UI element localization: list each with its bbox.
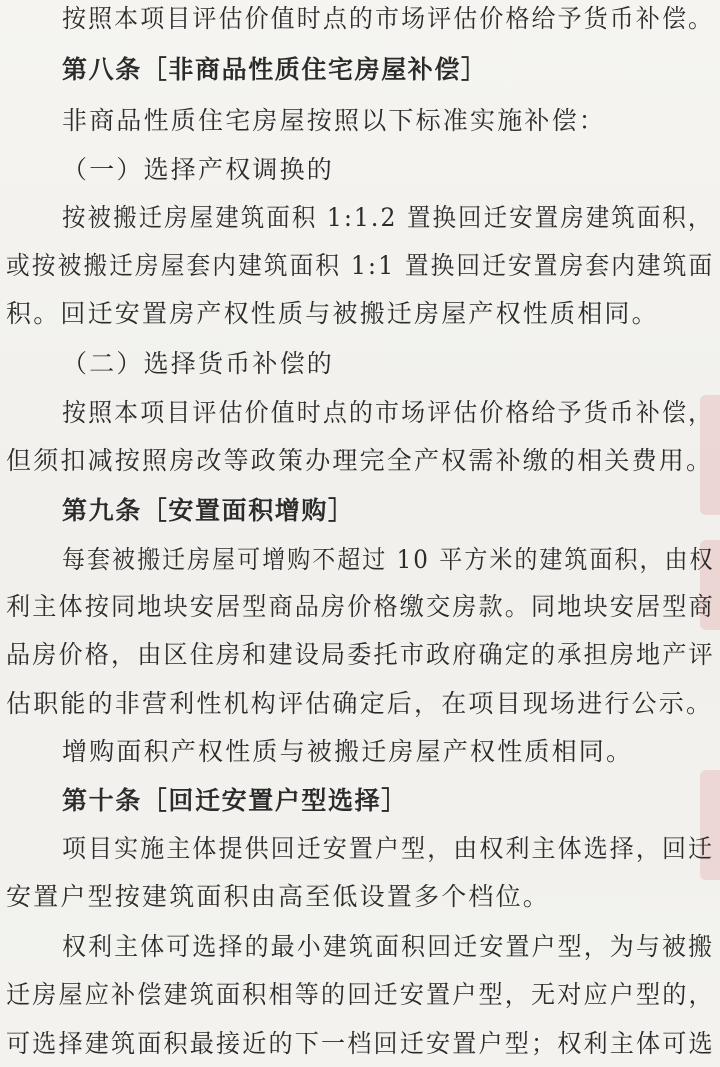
text-line: 权利主体可选择的最小建筑面积回迁安置户型，为与被搬 [62, 932, 715, 961]
text-line: 估职能的非营利性机构评估确定后，在项目现场进行公示。 [6, 689, 714, 718]
text-line: 按被搬迁房屋建筑面积 1:1.2 置换回迁安置房建筑面积， [62, 203, 714, 232]
text-line: 利主体按同地块安居型商品房价格缴交房款。同地块安居型商 [6, 592, 715, 621]
text-line: （二）选择货币补偿的 [62, 349, 335, 378]
text-line: 可选择建筑面积最接近的下一档回迁安置户型；权利主体可选 [6, 1029, 715, 1058]
text-line: 增购面积产权性质与被搬迁房屋产权性质相同。 [62, 737, 634, 766]
section-heading: 第八条［非商品性质住宅房屋补偿］ [62, 55, 488, 84]
text-line: 每套被搬迁房屋可增购不超过 10 平方米的建筑面积，由权 [62, 545, 715, 574]
text-line: 按照本项目评估价值时点的市场评估价格给予货币补偿。 [62, 4, 715, 33]
section-heading: 第九条［安置面积增购］ [62, 496, 355, 525]
text-line: 安置户型按建筑面积由高至低设置多个档位。 [6, 882, 551, 911]
text-line: 品房价格，由区住房和建设局委托市政府确定的承担房地产评 [6, 640, 715, 669]
text-line: 非商品性质住宅房屋按照以下标准实施补偿： [62, 106, 607, 135]
section-heading: 第十条［回迁安置户型选择］ [62, 786, 408, 815]
text-line: 按照本项目评估价值时点的市场评估价格给予货币补偿， [62, 398, 715, 427]
text-line: 迁房屋应补偿建筑面积相等的回迁安置户型，无对应户型的， [6, 980, 715, 1009]
text-line: （一）选择产权调换的 [62, 155, 335, 184]
text-line: 项目实施主体提供回迁安置户型，由权利主体选择，回迁 [62, 834, 715, 863]
text-line: 积。回迁安置房产权性质与被搬迁房屋产权性质相同。 [6, 299, 659, 328]
text-line: 或按被搬迁房屋套内建筑面积 1:1 置换回迁安置房套内建筑面 [6, 251, 715, 280]
text-line: 但须扣减按照房改等政策办理完全产权需补缴的相关费用。 [6, 446, 714, 475]
